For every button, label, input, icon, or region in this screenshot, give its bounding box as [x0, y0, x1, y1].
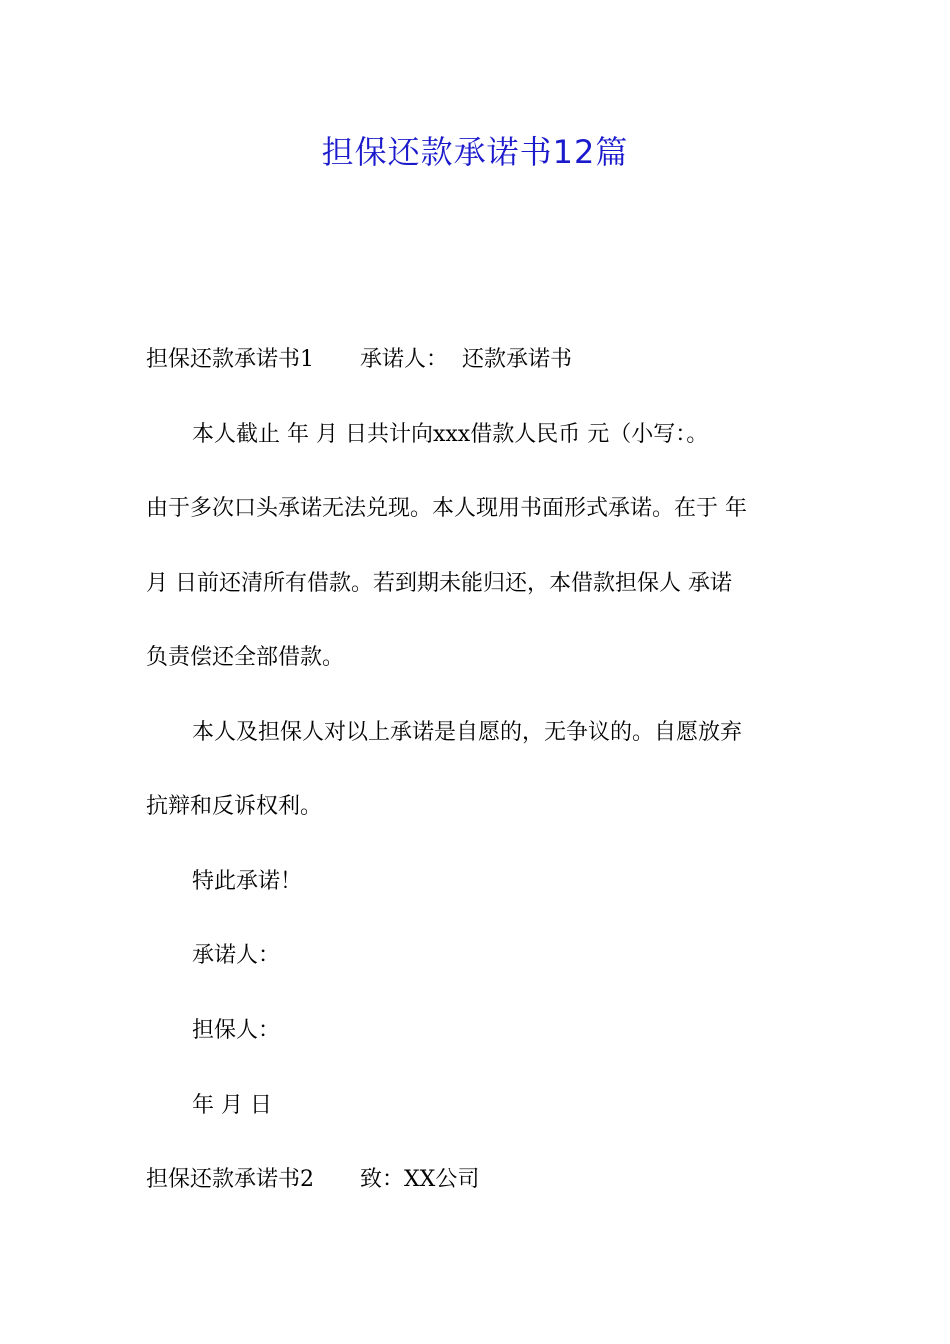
- section-subtitle: 还款承诺书: [462, 347, 573, 372]
- promiser-label: 承诺人：: [360, 347, 449, 372]
- document-title: 担保还款承诺书12篇: [321, 133, 629, 171]
- paragraph-line: 本人截止 年 月 日共计向xxx借款人民币 元（小写：。: [192, 422, 709, 447]
- section-heading-label: 担保还款承诺书1: [146, 347, 314, 372]
- paragraph-line: 月 日前还清所有借款。若到期未能归还，本借款担保人 承诺: [146, 571, 732, 596]
- date-line: 年 月 日: [192, 1093, 272, 1118]
- section-heading-2: [146, 1165, 806, 1195]
- promiser-signature-line: 承诺人：: [192, 943, 281, 968]
- paragraph-line: 本人及担保人对以上承诺是自愿的，无争议的。自愿放弃: [192, 720, 743, 745]
- addressee-line: 致：XX公司: [360, 1167, 480, 1192]
- paragraph-line: 由于多次口头承诺无法兑现。本人现用书面形式承诺。在于 年: [146, 496, 747, 521]
- paragraph-line: 负责偿还全部借款。: [146, 645, 345, 670]
- paragraph-line: 抗辩和反诉权利。: [146, 794, 323, 819]
- guarantor-signature-line: 担保人：: [192, 1018, 281, 1043]
- section-heading-label: 担保还款承诺书2: [146, 1167, 314, 1192]
- section-heading-1: [146, 345, 806, 375]
- closing-statement: 特此承诺！: [192, 869, 303, 894]
